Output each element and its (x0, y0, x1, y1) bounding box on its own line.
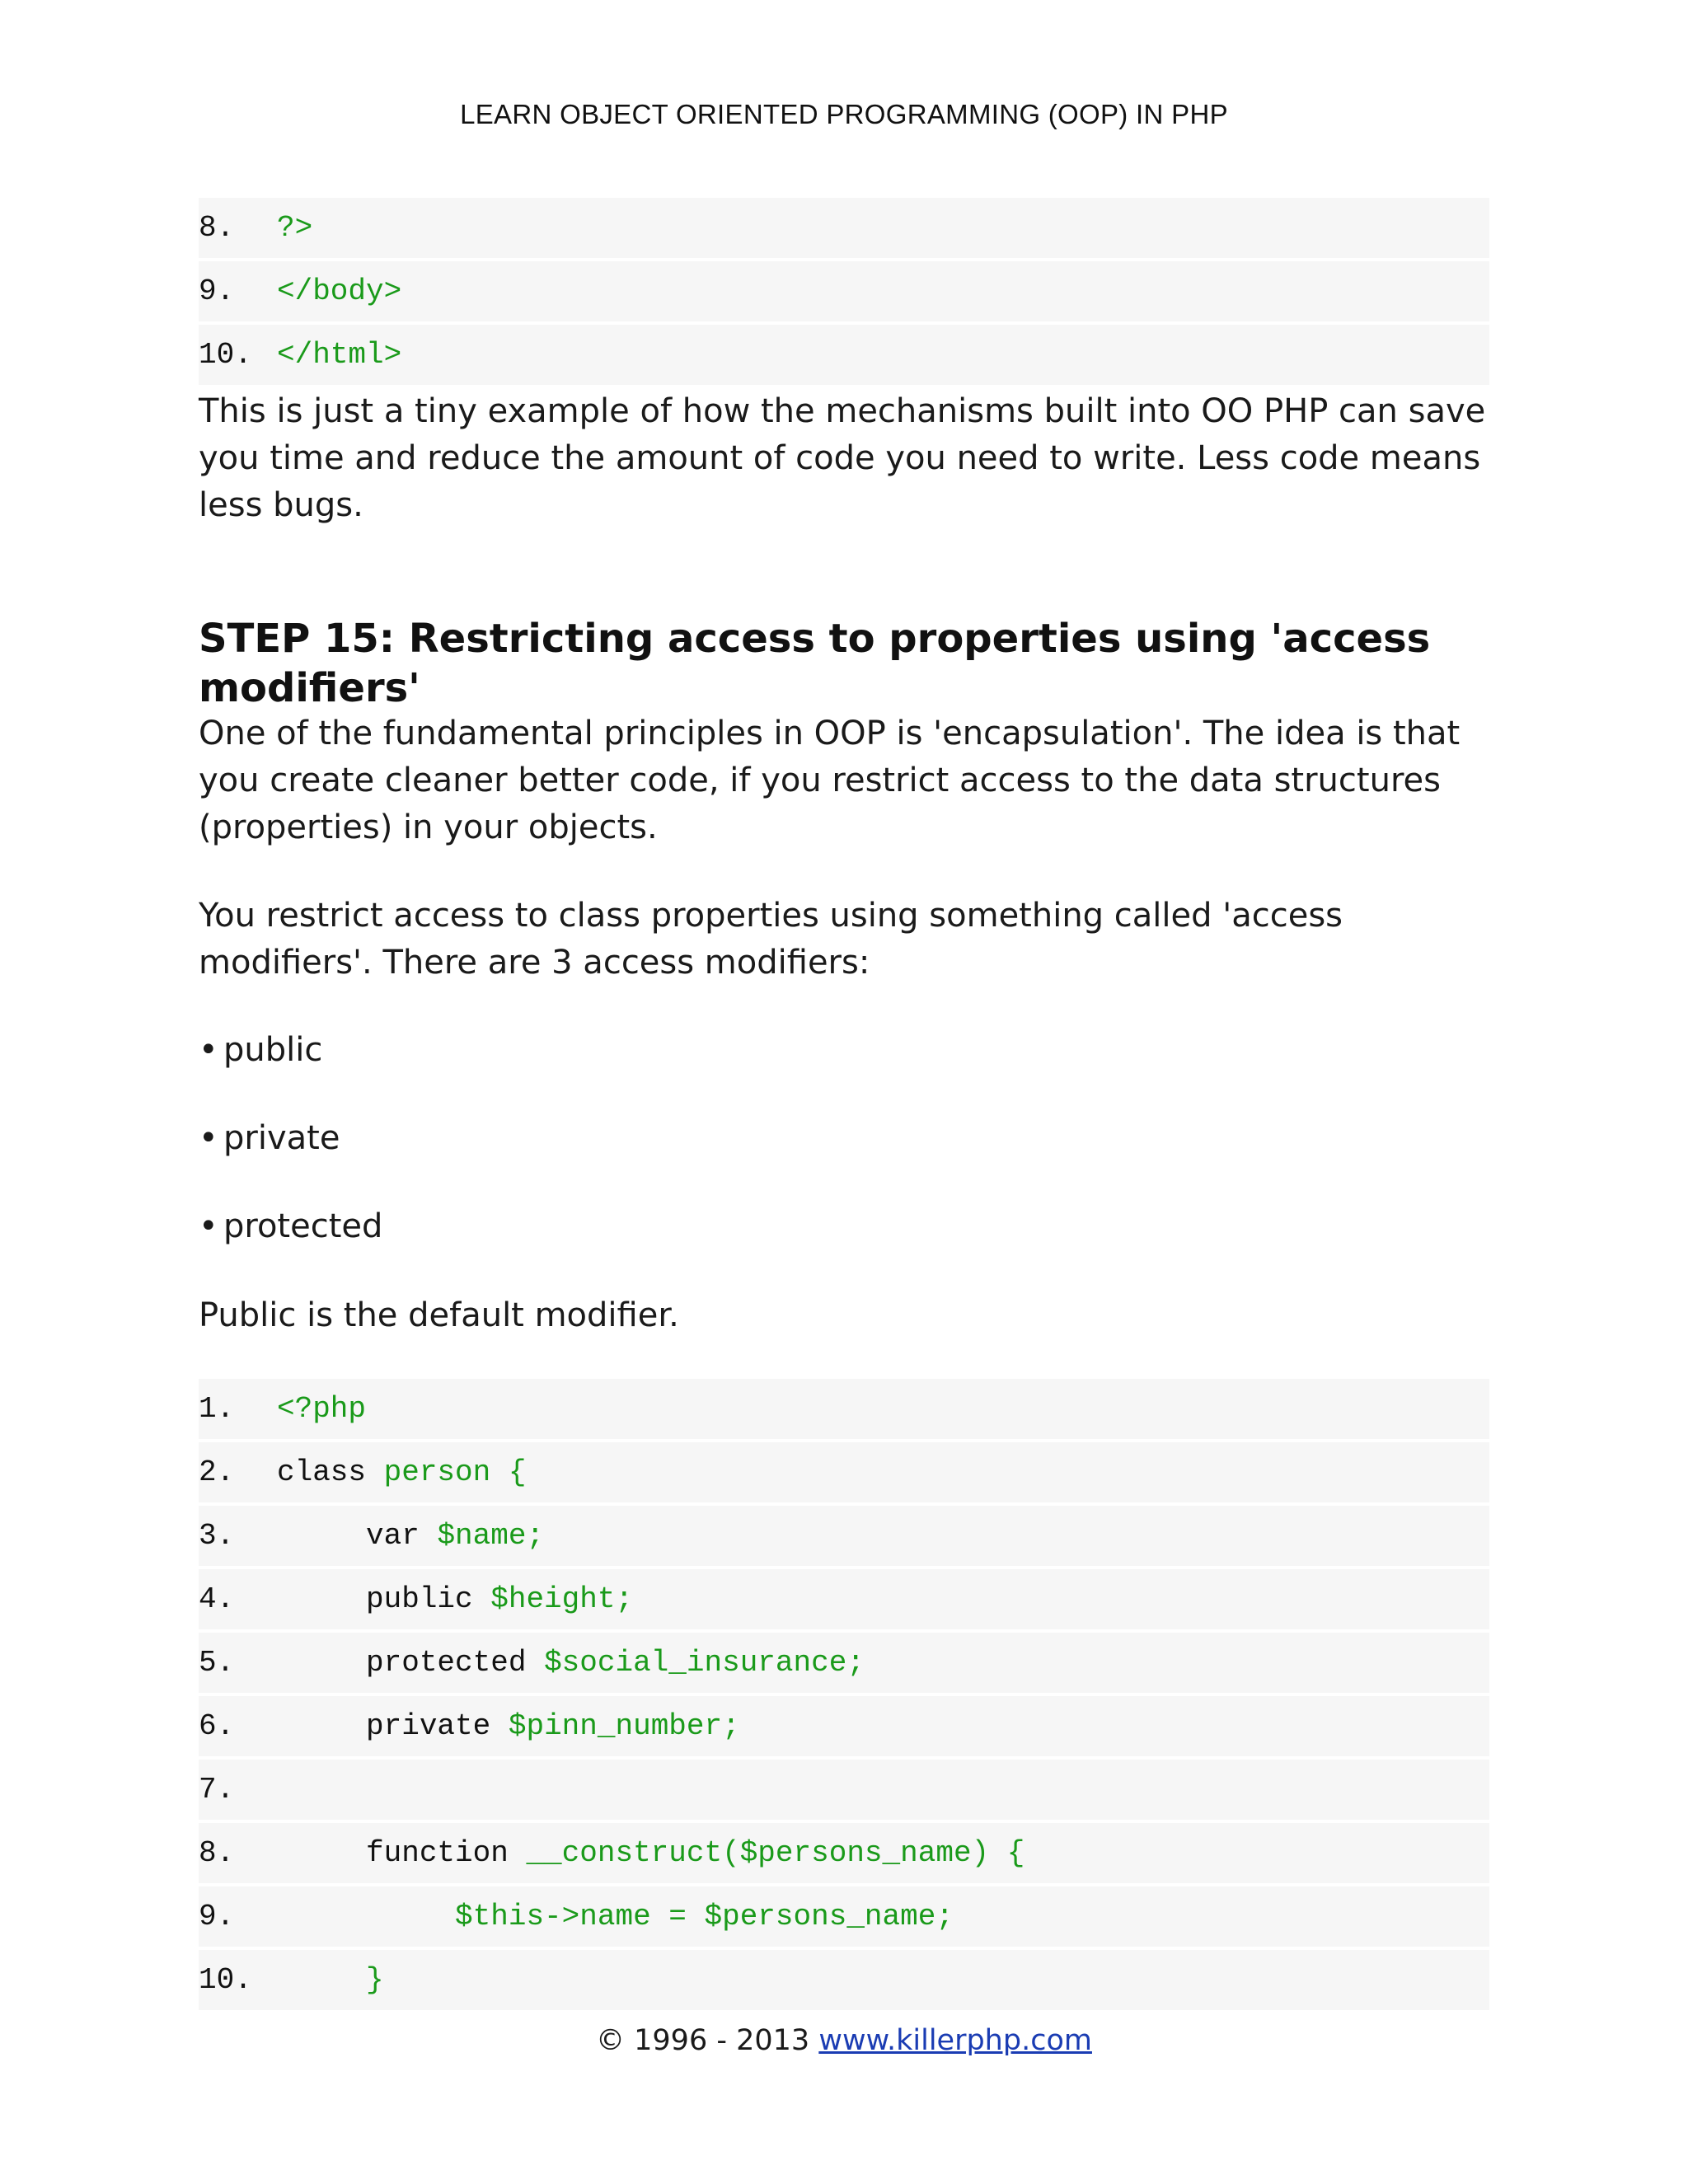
code-text (277, 1392, 366, 1426)
code-token-green: __construct($persons_name) { (526, 1836, 1025, 1870)
code-line (199, 1886, 1489, 1947)
code-line (199, 1633, 1489, 1693)
code-token-green: $social_insurance; (544, 1646, 865, 1680)
bullet-marker: • (199, 1119, 218, 1157)
running-header: LEARN OBJECT ORIENTED PROGRAMMING (OOP) IN PHP (460, 99, 1228, 129)
code-text (277, 1455, 526, 1489)
code-line (199, 1696, 1489, 1756)
code-line (199, 1569, 1489, 1629)
footer-copyright: © 1996 - 2013 (596, 2024, 810, 2057)
bullet-text: public (223, 1031, 323, 1069)
code-text (277, 338, 401, 372)
code-text (277, 1646, 865, 1680)
code-line (199, 261, 1489, 321)
step-para1-container (199, 710, 1489, 851)
bullet-item-public (199, 1027, 1489, 1074)
code-token-keyword: var (277, 1519, 438, 1553)
code-token-keyword: public (277, 1582, 491, 1616)
code-text (277, 1900, 954, 1933)
line-number: 9. (199, 1900, 235, 1933)
code-token-keyword: class (277, 1455, 384, 1489)
step-paragraph-1: One of the fundamental principles in OOP is 'encapsulation'. The idea is that you create cleaner better code, if you restrict access to the data structures (properties) in your objects. (199, 715, 1461, 846)
code-token-green: $height; (490, 1582, 634, 1616)
step-para2-container (199, 893, 1489, 987)
code-token-green: $name; (437, 1519, 545, 1553)
code-token-green: ?> (277, 211, 313, 245)
line-number: 1. (199, 1392, 235, 1426)
code-line (199, 1442, 1489, 1502)
footer-link[interactable]: www.killerphp.com (818, 2024, 1092, 2057)
step-paragraph-2: You restrict access to class properties using something called 'access modifiers'. There are 3 access modifiers: (199, 897, 1343, 982)
page-footer (0, 2024, 1688, 2057)
code-text (277, 274, 401, 308)
code-text (277, 1709, 740, 1743)
code-text (277, 1582, 633, 1616)
code-block-main-container (199, 1379, 1489, 2010)
step-heading: STEP 15: Restricting access to properties using 'access modifiers' (199, 616, 1431, 711)
line-number: 8. (199, 1836, 235, 1870)
code-token-keyword: function (277, 1836, 527, 1870)
code-token-green: </html> (277, 338, 402, 372)
code-line (199, 1379, 1489, 1439)
code-token-keyword: protected (277, 1646, 545, 1680)
code-block-top-container (199, 198, 1489, 385)
line-number: 10. (199, 1963, 252, 1997)
line-number: 9. (199, 274, 235, 308)
code-token-keyword: private (277, 1709, 509, 1743)
step-paragraph-3: Public is the default modifier. (199, 1296, 679, 1334)
line-number: 6. (199, 1709, 235, 1743)
bullet-text: private (223, 1119, 340, 1157)
bullet-item-protected (199, 1203, 1489, 1250)
code-line (199, 1506, 1489, 1566)
line-number: 2. (199, 1455, 235, 1489)
code-line (199, 1823, 1489, 1883)
step-heading-container (199, 614, 1489, 713)
intro-paragraph-container (199, 388, 1489, 529)
code-line (199, 198, 1489, 258)
code-token-green: } (277, 1963, 384, 1997)
bullet-item-private (199, 1115, 1489, 1162)
intro-paragraph: This is just a tiny example of how the mechanisms built into OO PHP can save you time and reduce the amount of code you need to write. Less code means less bugs. (199, 392, 1486, 524)
code-text (277, 211, 312, 245)
code-token-green: $pinn_number; (508, 1709, 740, 1743)
bullet-marker: • (199, 1031, 218, 1069)
code-text (277, 1836, 1025, 1870)
line-number: 5. (199, 1646, 235, 1680)
line-number: 10. (199, 338, 252, 372)
code-text (277, 1519, 544, 1553)
code-line (199, 325, 1489, 385)
code-token-green: </body> (277, 274, 402, 308)
code-line (199, 1760, 1489, 1820)
bullet-text: protected (223, 1207, 383, 1245)
code-text (277, 1963, 384, 1997)
code-block-top (199, 198, 1489, 385)
line-number: 3. (199, 1519, 235, 1553)
code-line (199, 1950, 1489, 2010)
code-token-green: $this->name = $persons_name; (277, 1900, 954, 1933)
bullet-marker: • (199, 1207, 218, 1245)
code-block-main (199, 1379, 1489, 2010)
step-para3-container (199, 1292, 1489, 1339)
code-token-green: <?php (277, 1392, 367, 1426)
code-token-green: person { (383, 1455, 527, 1489)
line-number: 4. (199, 1582, 235, 1616)
line-number: 8. (199, 211, 235, 245)
line-number: 7. (199, 1773, 235, 1807)
